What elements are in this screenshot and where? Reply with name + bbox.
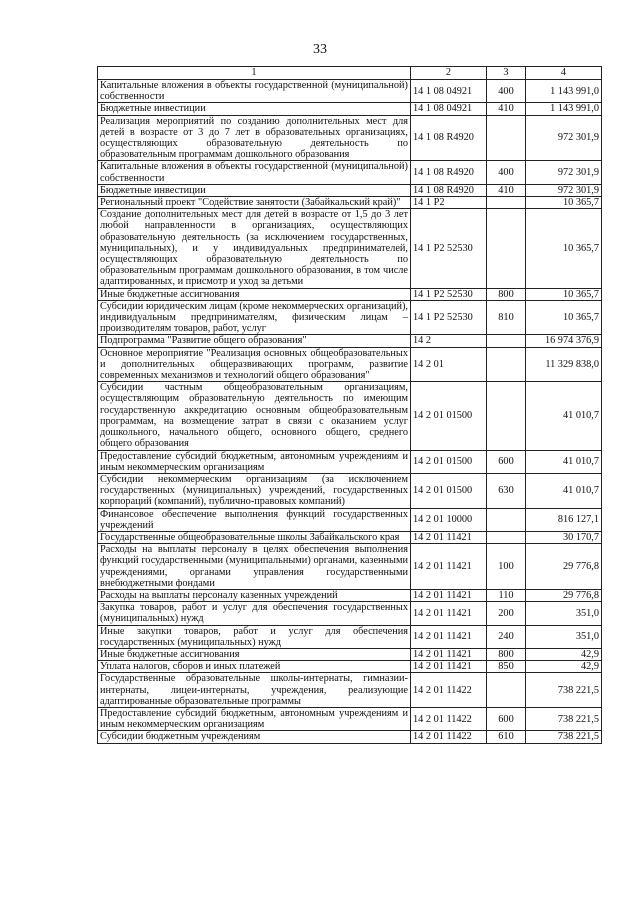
row-code: 14 2 01 11422 (411, 707, 487, 730)
row-amount: 41 010,7 (526, 450, 602, 473)
row-expense-type: 850 (487, 661, 526, 673)
table-row (98, 731, 602, 743)
row-code: 14 2 01 11421 (411, 648, 487, 660)
row-name: Основное мероприятие "Реализация основных общеобразовательных и дополнительных общеразвивающих программ, развитие современных механизмов и технологий общего образования" (98, 347, 411, 382)
table-row (98, 161, 602, 184)
row-name: Иные бюджетные ассигнования (98, 288, 411, 300)
row-name: Расходы на выплаты персоналу в целях обеспечения выполнения функций государственными (муниципальными) органами, казенными учреждениями, органами управления государственными внебюджетными фондами (98, 544, 411, 590)
row-code: 14 2 01 01500 (411, 473, 487, 508)
row-amount: 42,9 (526, 648, 602, 660)
row-name: Уплата налогов, сборов и иных платежей (98, 661, 411, 673)
row-name: Субсидии некоммерческим организациям (за исключением государственных (муниципальных) учреждений, государственных корпораций (компаний), публично-правовых компаний) (98, 473, 411, 508)
row-code: 14 2 01 11422 (411, 673, 487, 708)
row-name: Подпрограмма "Развитие общего образования" (98, 335, 411, 347)
row-expense-type: 610 (487, 731, 526, 743)
row-amount: 351,0 (526, 602, 602, 625)
row-expense-type (487, 115, 526, 161)
row-expense-type: 800 (487, 648, 526, 660)
row-amount: 1 143 991,0 (526, 80, 602, 103)
row-amount: 30 170,7 (526, 531, 602, 543)
row-amount: 10 365,7 (526, 209, 602, 288)
table-row (98, 197, 602, 209)
table-row (98, 103, 602, 115)
row-name: Государственные общеобразовательные школы Забайкальского края (98, 531, 411, 543)
row-code: 14 1 P2 52530 (411, 209, 487, 288)
table-row (98, 544, 602, 590)
row-amount: 42,9 (526, 661, 602, 673)
column-header-amount: 4 (526, 67, 602, 80)
row-name: Субсидии частным общеобразовательным организациям, осуществляющим образовательную деятельность по имеющим государственную аккредитацию основным общеобразовательным программам, на возмещение затрат в связи с оказанием услуг дошкольного, начального общего, основного общего, среднего общего образования (98, 382, 411, 450)
row-amount: 41 010,7 (526, 382, 602, 450)
row-name: Бюджетные инвестиции (98, 184, 411, 196)
row-code: 14 1 P2 52530 (411, 288, 487, 300)
row-name: Реализация мероприятий по созданию дополнительных мест для детей в возрасте от 3 до 7 лет в образовательных организациях, осуществляющих образовательную деятельность по образовательным программам дошкольного образования (98, 115, 411, 161)
row-code: 14 1 08 R4920 (411, 115, 487, 161)
row-code: 14 1 P2 52530 (411, 300, 487, 335)
row-name: Закупка товаров, работ и услуг для обеспечения государственных (муниципальных) нужд (98, 602, 411, 625)
column-header-name: 1 (98, 67, 411, 80)
row-code: 14 1 P2 (411, 197, 487, 209)
row-amount: 41 010,7 (526, 473, 602, 508)
row-expense-type: 630 (487, 473, 526, 508)
table-body (98, 80, 602, 744)
table-row (98, 648, 602, 660)
row-code: 14 1 08 04921 (411, 80, 487, 103)
row-name: Создание дополнительных мест для детей в возрасте от 1,5 до 3 лет любой направленности в организациях, осуществляющих образовательную деятельность (за исключением государственных, муниципальных), и у индивидуальных предпринимателей, осуществляющих образовательную деятельность по образовательным программам дошкольного образования, в том числе адаптированных, и присмотр и уход за детьми (98, 209, 411, 288)
row-code: 14 2 01 11421 (411, 602, 487, 625)
table-row (98, 300, 602, 335)
row-expense-type: 600 (487, 450, 526, 473)
row-amount: 738 221,5 (526, 707, 602, 730)
row-expense-type: 100 (487, 544, 526, 590)
row-expense-type (487, 673, 526, 708)
table-row (98, 209, 602, 288)
row-code: 14 1 08 R4920 (411, 184, 487, 196)
row-code: 14 2 01 10000 (411, 508, 487, 531)
table-row (98, 673, 602, 708)
row-expense-type (487, 335, 526, 347)
table-row (98, 508, 602, 531)
table-row (98, 80, 602, 103)
row-amount: 29 776,8 (526, 589, 602, 601)
row-expense-type: 240 (487, 625, 526, 648)
column-header-code: 2 (411, 67, 487, 80)
table-row (98, 184, 602, 196)
table-row (98, 450, 602, 473)
row-name: Предоставление субсидий бюджетным, автономным учреждениям и иным некоммерческим организациям (98, 450, 411, 473)
table-row (98, 602, 602, 625)
row-code: 14 2 01 11421 (411, 589, 487, 601)
row-amount: 738 221,5 (526, 673, 602, 708)
row-code: 14 1 08 04921 (411, 103, 487, 115)
row-code: 14 2 01 11421 (411, 531, 487, 543)
column-header-vr: 3 (487, 67, 526, 80)
row-name: Субсидии бюджетным учреждениям (98, 731, 411, 743)
row-code: 14 2 01 11421 (411, 544, 487, 590)
row-amount: 1 143 991,0 (526, 103, 602, 115)
row-name: Государственные образовательные школы-интернаты, гимназии-интернаты, лицеи-интернаты, учреждения, реализующие адаптированные образовательные программы (98, 673, 411, 708)
row-amount: 10 365,7 (526, 288, 602, 300)
page-number: 33 (313, 42, 327, 57)
row-amount: 16 974 376,9 (526, 335, 602, 347)
row-amount: 816 127,1 (526, 508, 602, 531)
row-amount: 972 301,9 (526, 161, 602, 184)
table-row (98, 347, 602, 382)
row-amount: 29 776,8 (526, 544, 602, 590)
row-name: Иные закупки товаров, работ и услуг для обеспечения государственных (муниципальных) нужд (98, 625, 411, 648)
row-expense-type: 110 (487, 589, 526, 601)
row-name: Субсидии юридическим лицам (кроме некоммерческих организаций), индивидуальным предпринимателям, физическим лицам – производителям товаров, работ, услуг (98, 300, 411, 335)
row-expense-type: 410 (487, 184, 526, 196)
row-amount: 10 365,7 (526, 197, 602, 209)
row-code: 14 2 01 11422 (411, 731, 487, 743)
row-expense-type (487, 197, 526, 209)
row-code: 14 2 (411, 335, 487, 347)
row-expense-type: 810 (487, 300, 526, 335)
row-name: Предоставление субсидий бюджетным, автономным учреждениям и иным некоммерческим организациям (98, 707, 411, 730)
row-name: Расходы на выплаты персоналу казенных учреждений (98, 589, 411, 601)
row-expense-type: 400 (487, 80, 526, 103)
row-code: 14 2 01 (411, 347, 487, 382)
row-name: Финансовое обеспечение выполнения функций государственных учреждений (98, 508, 411, 531)
row-expense-type: 400 (487, 161, 526, 184)
row-expense-type: 600 (487, 707, 526, 730)
row-code: 14 2 01 01500 (411, 450, 487, 473)
table-row (98, 589, 602, 601)
row-name: Региональный проект "Содействие занятости (Забайкальский край)" (98, 197, 411, 209)
row-code: 14 2 01 11421 (411, 661, 487, 673)
row-expense-type (487, 347, 526, 382)
row-amount: 351,0 (526, 625, 602, 648)
row-amount: 11 329 838,0 (526, 347, 602, 382)
row-expense-type: 200 (487, 602, 526, 625)
row-expense-type (487, 508, 526, 531)
row-name: Иные бюджетные ассигнования (98, 648, 411, 660)
row-expense-type: 410 (487, 103, 526, 115)
row-expense-type (487, 531, 526, 543)
row-amount: 738 221,5 (526, 731, 602, 743)
budget-table (97, 66, 602, 744)
row-expense-type: 800 (487, 288, 526, 300)
table-row (98, 382, 602, 450)
row-expense-type (487, 382, 526, 450)
header-row (98, 67, 602, 80)
table-row (98, 531, 602, 543)
row-code: 14 2 01 01500 (411, 382, 487, 450)
row-amount: 972 301,9 (526, 184, 602, 196)
row-name: Бюджетные инвестиции (98, 103, 411, 115)
row-code: 14 2 01 11421 (411, 625, 487, 648)
row-code: 14 1 08 R4920 (411, 161, 487, 184)
table-row (98, 707, 602, 730)
row-expense-type (487, 209, 526, 288)
table-row (98, 473, 602, 508)
table-row (98, 335, 602, 347)
table-row (98, 288, 602, 300)
row-amount: 10 365,7 (526, 300, 602, 335)
row-name: Капитальные вложения в объекты государственной (муниципальной) собственности (98, 161, 411, 184)
table-row (98, 115, 602, 161)
table-row (98, 661, 602, 673)
table-row (98, 625, 602, 648)
row-amount: 972 301,9 (526, 115, 602, 161)
row-name: Капитальные вложения в объекты государственной (муниципальной) собственности (98, 80, 411, 103)
